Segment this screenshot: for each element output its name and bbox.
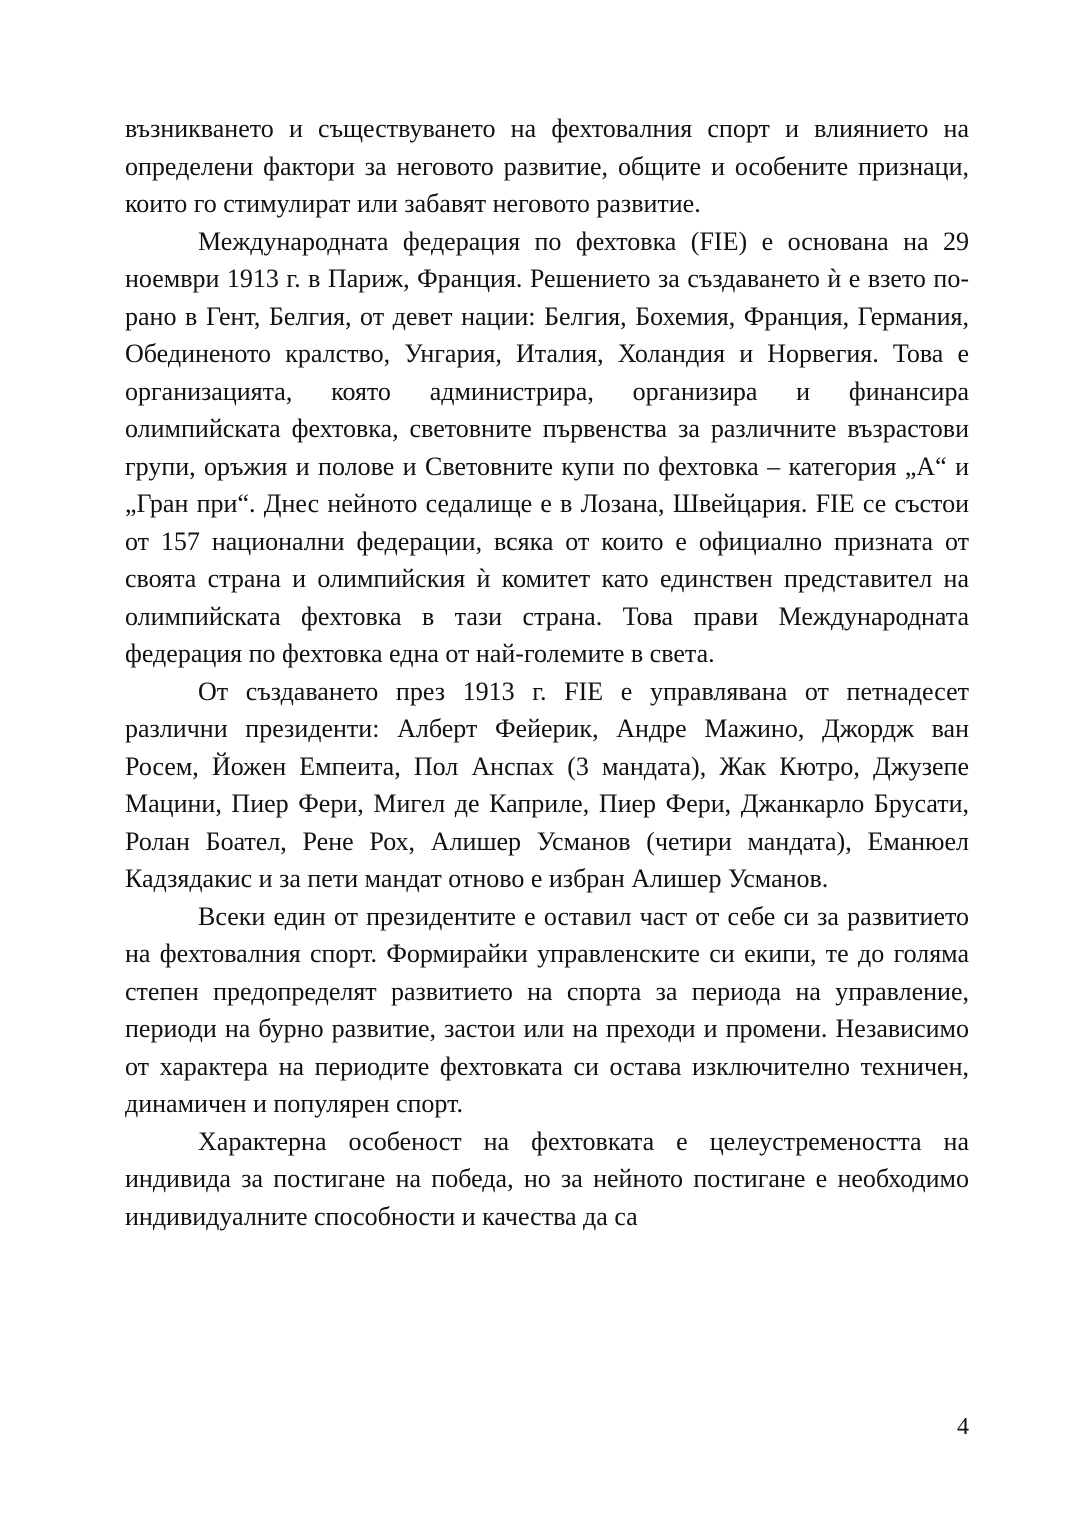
- page-number: 4: [957, 1414, 969, 1440]
- body-text: [125, 110, 969, 1235]
- paragraph-presidents-legacy: Всеки един от президентите е оставил част от себе си за развитието на фехтовалния спорт. Формирайки управленските си екипи, те до голяма степен предопределят развитието на спорта за периода на управление, периоди на бурно развитие, застои или на преходи и промени. Независимо от характера на периодите фехтовката си остава изключително техничен, динамичен и популярен спорт.: [125, 901, 969, 1118]
- paragraph-fencing-characteristic: Характерна особеност на фехтовката е целеустремеността на индивида за постигане на победа, но за нейното постигане е необходимо индивидуалните способности и качества да са: [125, 1126, 969, 1231]
- paragraph-fie-founding: Международната федерация по фехтовка (FIE) е основана на 29 ноември 1913 г. в Париж, Франция. Решението за създаването ѝ е взето по-рано в Гент, Белгия, от девет нации: Белгия, Бохемия, Франция, Германия, Обединеното кралство, Унгария, Италия, Холандия и Норвегия. Това е организацията, която администрира, организира и финансира олимпийската фехтовка, световните първенства за различните възрастови групи, оръжия и полове и Световните купи по фехтовка – категория „А“ и „Гран при“. Днес нейното седалище е в Лозана, Швейцария. FIE се състои от 157 национални федерации, всяка от които е официално призната от своята страна и олимпийския ѝ комитет като единствен представител на олимпийската фехтовка в тази страна. Това прави Международната федерация по фехтовка една от най-големите в света.: [125, 226, 969, 668]
- paragraph-fie-presidents: От създаването през 1913 г. FIE е управлявана от петнадесет различни президенти: Алберт Фейерик, Андре Мажино, Джордж ван Росем, Йожен Емпеита, Пол Анспах (3 мандата), Жак Кютро, Джузепе Мацини, Пиер Фери, Мигел де Каприле, Пиер Фери, Джанкарло Брусати, Ролан Боател, Рене Рох, Алишер Усманов (четири мандата), Еманюел Кадзядакис и за пети мандат отново е избран Алишер Усманов.: [125, 676, 969, 893]
- paragraph-continuation: възникването и съществуването на фехтовалния спорт и влиянието на определени фактори за неговото развитие, общите и особените признаци, които го стимулират или забавят неговото развитие.: [125, 114, 969, 218]
